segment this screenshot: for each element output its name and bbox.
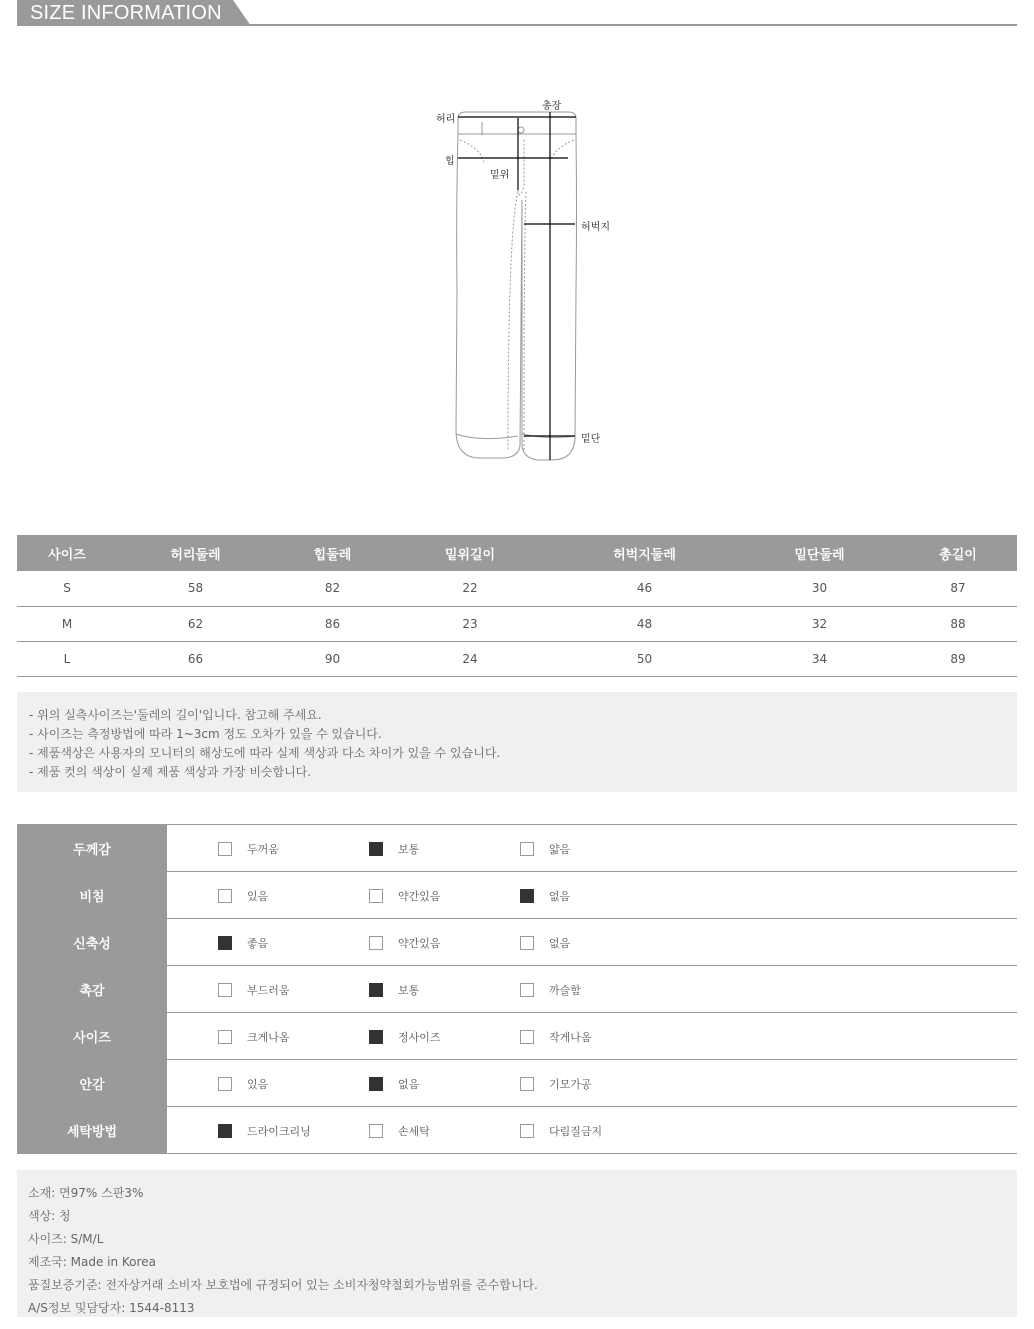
attr-option [520,888,570,904]
col-hem: 밑단둘레 [740,535,899,571]
table-cell: 89 [899,641,1017,676]
col-size: 사이즈 [17,535,117,571]
checkbox-empty-icon [218,983,232,997]
product-info [17,1170,1017,1317]
table-cell: 24 [391,641,549,676]
attr-label: 안감 [17,1060,167,1106]
pants-illustration-icon [420,90,640,470]
attr-option [520,1029,592,1045]
checkbox-filled-icon [218,1124,232,1138]
table-cell: 66 [117,641,274,676]
info-warranty: 품질보증기준: 전자상거래 소비자 보호법에 규정되어 있는 소비자청약철회가능범위를 준수합니다. [28,1278,538,1292]
table-cell: S [17,571,117,606]
table-cell: 86 [274,606,391,641]
attr-option [369,982,419,998]
note-line: - 위의 실측사이즈는'둘레의 길이'입니다. 참고해 주세요. [29,708,322,722]
attr-option [369,1076,419,1092]
attr-option [369,1029,441,1045]
table-cell: 22 [391,571,549,606]
checkbox-empty-icon [369,889,383,903]
table-cell: 58 [117,571,274,606]
checkbox-filled-icon [218,936,232,950]
attr-option [218,841,279,857]
checkbox-empty-icon [218,889,232,903]
attr-option [218,1123,311,1139]
checkbox-empty-icon [369,1124,383,1138]
attr-option-label: 까슬함 [549,984,581,997]
label-thigh: 허벅지 [581,222,610,233]
col-total-length: 총길이 [899,535,1017,571]
attr-option [520,935,570,951]
attr-label: 촉감 [17,966,167,1012]
checkbox-empty-icon [520,1124,534,1138]
attr-option-label: 작게나옴 [549,1031,592,1044]
table-cell: 30 [740,571,899,606]
col-thigh: 허벅지둘레 [549,535,740,571]
attr-option-label: 정사이즈 [398,1031,441,1044]
attr-option [218,1029,290,1045]
label-waist: 허리 [436,114,456,125]
attr-label: 두께감 [17,825,167,871]
attr-label: 사이즈 [17,1013,167,1059]
attr-option-label: 좋음 [247,937,269,950]
attr-option [520,982,581,998]
table-row [17,641,1017,676]
checkbox-empty-icon [520,1030,534,1044]
attr-option-label: 보통 [398,843,420,856]
table-cell: 32 [740,606,899,641]
attr-option-label: 약간있음 [398,890,441,903]
attr-option [369,888,441,904]
size-table [17,535,1017,677]
note-line: - 제품색상은 사용자의 모니터의 해상도에 따라 실제 색상과 다소 차이가 있을 수 있습니다. [29,746,501,760]
checkbox-filled-icon [369,1030,383,1044]
attr-option-label: 없음 [549,937,571,950]
attr-option-label: 드라이크리닝 [247,1125,311,1138]
checkbox-empty-icon [218,842,232,856]
checkbox-filled-icon [520,889,534,903]
table-cell: 82 [274,571,391,606]
attr-option-label: 약간있음 [398,937,441,950]
attr-option-label: 있음 [247,890,269,903]
attr-option [369,1123,430,1139]
table-row [17,571,1017,606]
label-total-length: 총장 [542,101,562,112]
attr-row-elasticity [17,919,1017,966]
checkbox-empty-icon [520,1077,534,1091]
attr-row-washing [17,1107,1017,1154]
table-cell: 90 [274,641,391,676]
col-waist: 허리둘레 [117,535,274,571]
attr-option-label: 보통 [398,984,420,997]
attr-option-label: 얇음 [549,843,571,856]
checkbox-filled-icon [369,1077,383,1091]
attr-row-texture [17,966,1017,1013]
attr-option [218,1076,268,1092]
size-table-header [17,535,1017,571]
table-cell: 34 [740,641,899,676]
table-cell: 48 [549,606,740,641]
table-cell: 62 [117,606,274,641]
note-line: - 사이즈는 측정방법에 따라 1~3cm 정도 오차가 있을 수 있습니다. [29,727,382,741]
table-cell: 50 [549,641,740,676]
info-origin: 제조국: Made in Korea [28,1255,156,1269]
attr-option [218,982,290,998]
attr-option-label: 다림질금지 [549,1125,603,1138]
checkbox-empty-icon [369,936,383,950]
attr-option [520,841,570,857]
table-cell: 23 [391,606,549,641]
table-row [17,606,1017,641]
table-cell: 88 [899,606,1017,641]
attr-option [369,841,419,857]
attr-option-label: 두꺼움 [247,843,279,856]
checkbox-empty-icon [218,1030,232,1044]
pants-diagram [420,90,640,470]
label-rise: 밑위 [490,170,510,181]
table-cell: L [17,641,117,676]
label-hem: 밑단 [581,434,601,445]
attr-option [520,1123,602,1139]
attr-option-label: 기모가공 [549,1078,592,1091]
attr-option-label: 있음 [247,1078,269,1091]
attr-option-label: 손세탁 [398,1125,430,1138]
attr-row-thickness [17,825,1017,872]
table-cell: M [17,606,117,641]
size-notes [17,692,1017,792]
label-hip: 힙 [445,156,455,167]
attr-option-label: 부드러움 [247,984,290,997]
attr-option-label: 없음 [398,1078,420,1091]
table-cell: 87 [899,571,1017,606]
table-cell: 46 [549,571,740,606]
col-hip: 힙둘레 [274,535,391,571]
attr-option-label: 크게나옴 [247,1031,290,1044]
info-as-contact: A/S정보 및담당자: 1544-8113 [28,1301,195,1315]
info-material: 소재: 면97% 스판3% [28,1186,144,1200]
checkbox-empty-icon [520,842,534,856]
attr-label: 세탁방법 [17,1107,167,1153]
attr-option-label: 없음 [549,890,571,903]
checkbox-filled-icon [369,842,383,856]
attr-label: 신축성 [17,919,167,965]
fabric-attributes [17,824,1017,1154]
attr-option [218,888,268,904]
attr-option [369,935,441,951]
checkbox-filled-icon [369,983,383,997]
checkbox-empty-icon [218,1077,232,1091]
col-rise: 밑위길이 [391,535,549,571]
note-line: - 제품 컷의 색상이 실제 제품 색상과 가장 비슷합니다. [29,765,312,779]
info-color: 색상: 청 [28,1209,71,1223]
header-tab-slope [233,0,251,26]
section-title: SIZE INFORMATION [30,2,222,24]
attr-row-fit [17,1013,1017,1060]
checkbox-empty-icon [520,983,534,997]
checkbox-empty-icon [520,936,534,950]
attr-row-sheerness [17,872,1017,919]
attr-option [218,935,268,951]
attr-row-lining [17,1060,1017,1107]
attr-label: 비침 [17,872,167,918]
attr-option [520,1076,592,1092]
section-header [17,0,1017,26]
info-size: 사이즈: S/M/L [28,1232,104,1246]
